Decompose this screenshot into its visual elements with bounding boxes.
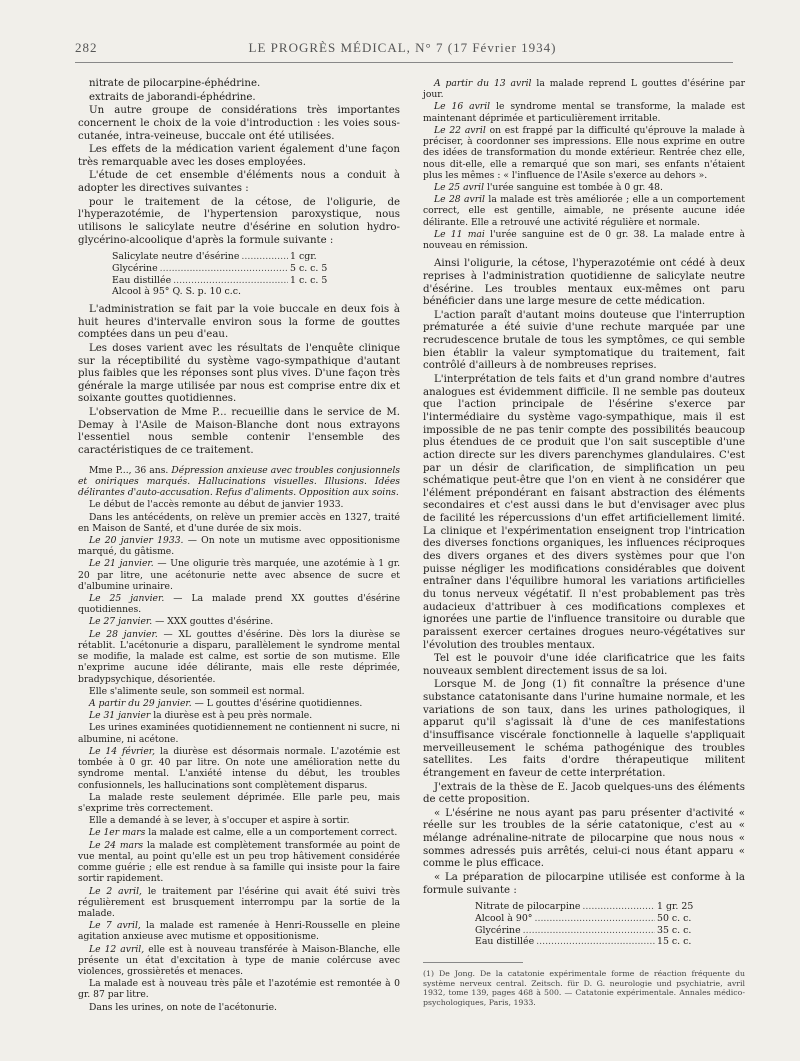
right-column <box>423 78 745 1008</box>
formula-row: Nitrate de pilocarpine ..... 1 gr. 25 <box>475 901 727 913</box>
eserine-formula <box>78 251 400 298</box>
case-entry: Le 1er mars la malade est calme, elle a un comportement correct. <box>89 827 398 839</box>
case-entry: Le 25 avril l'urée sanguine est tombée à 0 gr. 48. <box>434 181 663 193</box>
case-entry: Le 22 avril on est frappé par la difficulté qu'éprouve la malade à préciser, à coordonner ses impressions. Elle nous exprime en outre des idées de transformation du monde extérieur. Rentrée chez elle, nous dit-elle, elle a remarqué que son mari, ses enfants n'étaient plus les mêmes : « l'influence de l'Asile s'exerce au dehors ». <box>423 124 745 181</box>
formula-row: Salicylate neutre d'ésérine ..... 1 cgr. <box>112 251 360 263</box>
case-entry: Le 16 avril le syndrome mental se transforme, la malade est maintenant déprimée et particulièrement irritable. <box>423 101 746 124</box>
formula-row: Glycérine ..... 5 c. c. 5 <box>112 263 360 275</box>
case-entry: La malade est à nouveau très pâle et l'azotémie est remontée à 0 gr. 87 par litre. <box>78 978 400 1001</box>
case-entry: Elle a demandé à se lever, à s'occuper et aspire à sortir. <box>89 815 350 827</box>
paragraph: pour le traitement de la cétose, de l'oligurie, de l'hyperazotémie, de l'hypertension paroxystique, nous utilisons le salicylate neutre d'ésérine en solution hydro-glycérino-alcoolique d'après la formule suivante : <box>78 196 400 246</box>
paragraph: extraits de jaborandi-éphédrine. <box>89 91 256 103</box>
formula-row: Eau distillée ..... 15 c. c. <box>475 936 727 948</box>
case-entry: A partir du 13 avril la malade reprend L gouttes d'ésérine par jour. <box>423 78 745 101</box>
case-entry: Le 28 avril la malade est très améliorée ; elle a un comportement correct, elle est gentille, aimable, ne présente aucune idée délirante. Elle a retrouvé une activité régulière et normale. <box>423 194 745 228</box>
formula-row: Alcool à 95° Q. S. p. 10 c.c. <box>112 286 242 298</box>
case-entry: Le 2 avril, le traitement par l'ésérine qui avait été suivi très régulièrement est brusquement interrompu par la sortie de la malade. <box>78 885 400 919</box>
case-entry: Le 14 février, la diurèse est désormais normale. L'azotémie est tombée à 0 gr. 40 par litre. On note une amélioration nette du syndrome mental. L'anxiété intense du début, les troubles confusionnels, les hallucinations sont complètement disparus. <box>78 745 401 791</box>
case-entry: Le 21 janvier. — Une oligurie très marquée, une azotémie à 1 gr. 20 par litre, une acétonurie nette avec absence de sucre et d'albumine urinaire. <box>78 558 401 592</box>
running-header <box>75 40 730 60</box>
case-entry: Le 12 avril, elle est à nouveau transférée à Maison-Blanche, elle présente un état d'excitation à type de manie colércuse avec violences, grossièretés et menaces. <box>78 943 401 978</box>
paragraph: Lorsque M. de Jong (1) fit connaître la présence d'une substance catatonisante dans l'urine humaine normale, et les variations de son taux, dans les urines pathologiques, il apparut qu'il s'agissait là d'une de ces manifestations d'insuffisance viscérale fonctionnelle à laquelle s'appliquait merveilleusement le schéma pathogénique des troubles satellites. Les faits d'ordre thérapeutique militent étrangement en faveur de cette interprétation. <box>423 679 745 779</box>
pilocarpine-formula <box>423 901 745 948</box>
case-entry: Le 11 mai l'urée sanguine est de 0 gr. 38. La malade entre à nouveau en rémission. <box>423 228 746 252</box>
footnote-rule <box>423 962 523 963</box>
left-column <box>78 78 400 1014</box>
journal-title: LE PROGRÈS MÉDICAL, N° 7 (17 Février 1934) <box>248 40 557 55</box>
case-entry: Le 28 janvier. — XL gouttes d'ésérine. Dès lors la diurèse se rétablit. L'acétonurie a disparu, parallèlement le syndrome mental se modifie, la malade est calme, est sortie de son mutisme. Elle n'exprime aucune idée délirante, mais elle reste déprimée, bradypsychique, désorientée. <box>78 628 401 685</box>
footnote: (1) De Jong. De la catatonie expérimentale forme de réaction fréquente du système nerveux central. Zeitsch. für D. G. neurologie und psychiatrie, avril 1932, tome 139, pages 468 à 500. — Catatonie expérimentale. Annales médico-psychologiques, Paris, 1933. <box>423 968 745 1008</box>
paragraph: Les doses varient avec les résultats de l'enquête clinique sur la réceptibilité du système vago-sympathique d'autant plus faibles que les réponses sont plus vives. D'une façon très générale la marge utilisée par nous est comprise entre dix et soixante gouttes quotidiennes. <box>78 342 400 405</box>
paragraph: Tel est le pouvoir d'une idée clarificatrice que les faits nouveaux semblent directement issus de sa loi. <box>423 653 745 677</box>
case-entry: Elle s'alimente seule, son sommeil est normal. <box>89 685 305 697</box>
formula-row: Alcool à 90° ..... 50 c. c. <box>475 913 727 925</box>
case-entry: Le 24 mars la malade est complètement transformée au point de vue mental, au point qu'elle est un peu trop hâtivement considérée comme guérie ; elle est rendue à sa famille qui insiste pour la faire sortir rapidement. <box>78 839 401 885</box>
header-rule <box>75 62 733 63</box>
paragraph: Un autre groupe de considérations très importantes concernent le choix de la voie d'introduction : les voies sous-cutanée, intra-veineuse, buccale ont été utilisées. <box>78 105 400 142</box>
case-entry: Le 27 janvier. — XXX gouttes d'ésérine. <box>89 616 274 628</box>
case-entry: Le 31 janvier la diurèse est à peu près normale. <box>89 710 313 722</box>
case-entry: La malade reste seulement déprimée. Elle parle peu, mais s'exprime très correctement. <box>78 791 400 814</box>
paragraph: J'extrais de la thèse de E. Jacob quelques-uns des éléments de cette proposition. <box>423 781 745 806</box>
paragraph: L'observation de Mme P... recueillie dans le service de M. Demay à l'Asile de Maison-Blanche dont nous extrayons l'essentiel nous semble contenir l'ensemble des caractéristiques de ce traitement. <box>78 407 400 456</box>
paragraph: L'administration se fait par la voie buccale en deux fois à huit heures d'intervalle environ sous la forme de gouttes comptées dans un peu d'eau. <box>78 303 400 341</box>
paragraph: L'étude de cet ensemble d'éléments nous a conduit à adopter les directives suivantes : <box>78 170 400 195</box>
paragraph: Les effets de la médication varient également d'une façon très remarquable avec les doses employées. <box>78 144 400 168</box>
paragraph: L'interprétation de tels faits et d'un grand nombre d'autres analogues est évidemment difficile. Il ne semble pas douteux que l'action principale de l'ésérine s'exerce par l'intermédiaire du système vago-sympathique, mais il est impossible de ne pas tenir compte des possibilités beaucoup plus étendues de ce produit que l'on sait susceptible d'une action directe sur les divers parenchymes glandulaires. C'est par un désir de clarification, de simplification un peu schématique peut-être que l'on en vient à ne considérer que l'élément prépondérant en faisant abstraction des éléments secondaires et c'est aussi dans le but d'envisager avec plus de facilité les répercussions d'un effet artificiellement limité. La clinique et l'expérimentation enseignent trop l'intrication des diverses fonctions organiques, les influences réciproques des divers organes et des divers systèmes pour que l'on puisse négliger les modifications considérables que doivent entraîner dans l'équilibre humoral les variations artificielles du tonus nerveux végétatif. Il n'est probablement pas très audacieux d'attribuer à ces modifications complexes et ignorées une partie de l'influence transitoire ou durable que paraissent exercer certaines drogues neuro-végétatives sur l'évolution des troubles mentaux. <box>423 374 745 651</box>
paragraph: L'action paraît d'autant moins douteuse que l'interruption prématurée a été suivie d'une rechute marquée par une recrudescence brutale de tous les symptômes, ce qui semble bien établir la valeur symptomatique du traitement, fait contrôlé d'ailleurs à de nombreuses reprises. <box>423 309 745 372</box>
case-heading: Mme P..., 36 ans. Dépression anxieuse avec troubles conjusionnels et oniriques marqués. Hallucinations visuelles. Illusions. Idées délirantes d'auto-accusation. Refus d'aliments. Opposition aux soins. <box>78 464 400 499</box>
case-entry: Le 25 janvier. — La malade prend XX gouttes d'ésérine quotidiennes. <box>78 593 401 616</box>
page-number: 282 <box>75 40 98 55</box>
case-entry: Dans les urines, on note de l'acétonurie. <box>89 1001 277 1013</box>
case-entry: Le début de l'accès remonte au début de janvier 1933. <box>89 499 344 511</box>
case-entry: A partir du 29 janvier. — L gouttes d'ésérine quotidiennes. <box>89 698 363 710</box>
case-entry: Dans les antécédents, on relève un premier accès en 1327, traité en Maison de Santé, et d'une durée de six mois. <box>78 511 400 534</box>
quotation: « La préparation de pilocarpine utilisée est conforme à la formule suivante : <box>423 872 745 896</box>
case-entry: Le 7 avril, la malade est ramenée à Henri-Rousselle en pleine agitation anxieuse avec mutisme et oppositionisme. <box>78 920 401 943</box>
formula-row: Glycérine ..... 35 c. c. <box>475 925 727 937</box>
quotation: « L'ésérine ne nous ayant pas paru présenter d'activité « réelle sur les troubles de la série catatonique, c'est au « mélange adrénaline-nitrate de pilocarpine que nous nous « sommes adressés puis arrêtés, celui-ci nous étant apparu « comme le plus efficace. <box>423 807 745 870</box>
paragraph: Ainsi l'oligurie, la cétose, l'hyperazotémie ont cédé à deux reprises à l'administration quotidienne de salicylate neutre d'ésérine. Les troubles mentaux eux-mêmes ont paru bénéficier dans une large mesure de cette médication. <box>423 258 745 308</box>
case-entry: Le 20 janvier 1933. — On note un mutisme avec oppositionisme marqué, du gâtisme. <box>78 534 400 558</box>
formula-row: Eau distillée ..... 1 c. c. 5 <box>112 275 360 287</box>
paragraph: nitrate de pilocarpine-éphédrine. <box>89 78 261 89</box>
case-entry: Les urines examinées quotidiennement ne contiennent ni sucre, ni albumine, ni acétone. <box>78 722 400 745</box>
